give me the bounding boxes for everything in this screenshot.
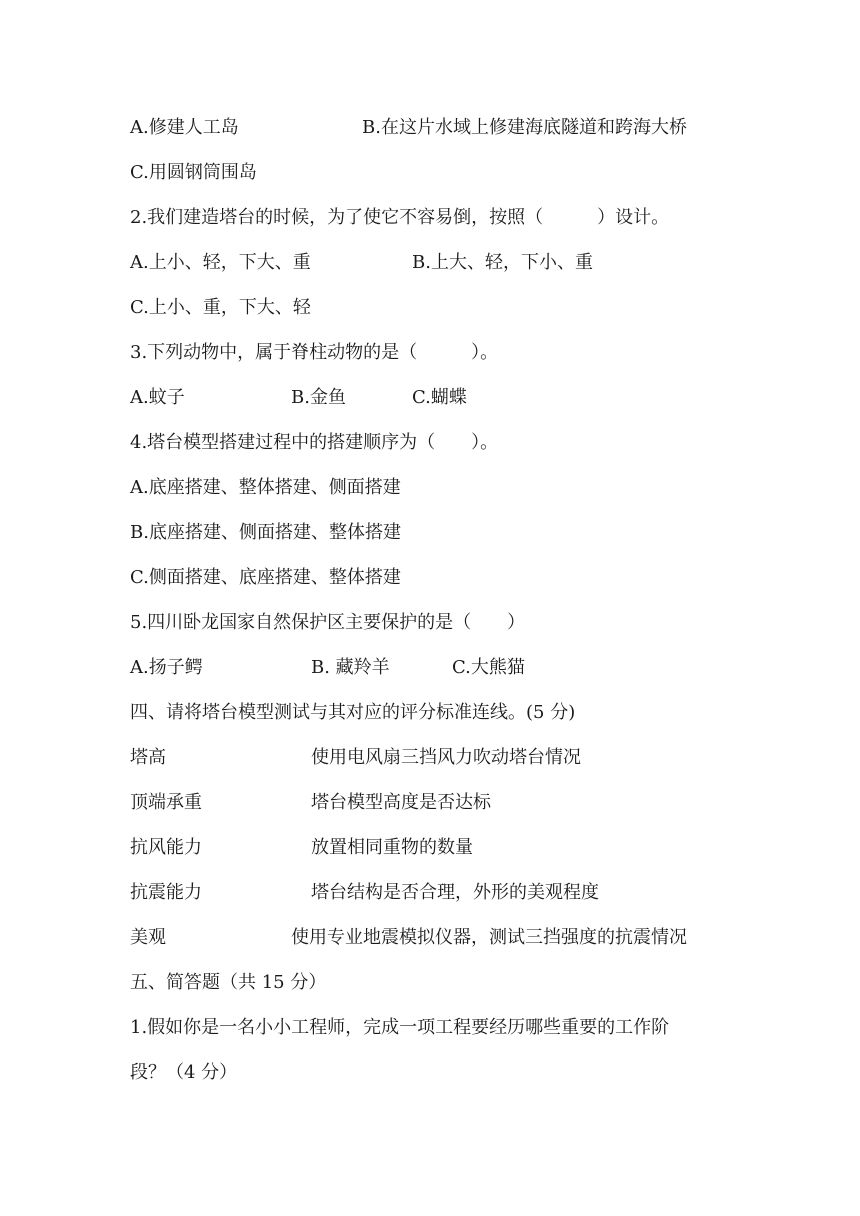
q4-option-a: A.底座搭建、整体搭建、侧面搭建: [130, 477, 401, 498]
match-left-item: 塔高: [130, 747, 166, 768]
match-left-item: 美观: [130, 927, 166, 948]
q2-option-a: A.上小、轻，下大、重: [130, 252, 311, 273]
q3-option-c: C.蝴蝶: [412, 387, 467, 408]
q2-option-c: C.上小、重，下大、轻: [130, 297, 311, 318]
q2-stem: 2.我们建造塔台的时候，为了使它不容易倒，按照（ ）设计。: [130, 207, 670, 228]
q4-option-b: B.底座搭建、侧面搭建、整体搭建: [130, 522, 401, 543]
short-answer-q1-line2: 段？（4 分）: [130, 1062, 238, 1083]
q4-stem: 4.塔台模型搭建过程中的搭建顺序为（ ）。: [130, 432, 499, 453]
q2-option-b: B.上大、轻，下小、重: [412, 252, 593, 273]
match-left-item: 顶端承重: [130, 792, 202, 813]
match-right-item: 使用电风扇三挡风力吹动塔台情况: [311, 747, 581, 768]
q5-option-b: B. 藏羚羊: [311, 657, 390, 678]
match-right-item: 放置相同重物的数量: [311, 837, 473, 858]
section4-title: 四、请将塔台模型测试与其对应的评分标准连线。(5 分): [130, 702, 576, 723]
q1-option-c: C.用圆钢筒围岛: [130, 162, 257, 183]
q1-option-b: B.在这片水域上修建海底隧道和跨海大桥: [362, 117, 687, 138]
match-right-item: 使用专业地震模拟仪器，测试三挡强度的抗震情况: [291, 927, 687, 948]
match-right-item: 塔台结构是否合理，外形的美观程度: [311, 882, 599, 903]
q5-option-a: A.扬子鳄: [130, 657, 203, 678]
match-right-item: 塔台模型高度是否达标: [311, 792, 491, 813]
match-left-item: 抗风能力: [130, 837, 202, 858]
q5-option-c: C.大熊猫: [452, 657, 525, 678]
q4-option-c: C.侧面搭建、底座搭建、整体搭建: [130, 567, 401, 588]
q3-option-b: B.金鱼: [291, 387, 346, 408]
match-left-item: 抗震能力: [130, 882, 202, 903]
q3-stem: 3.下列动物中，属于脊柱动物的是（ ）。: [130, 342, 499, 363]
q1-option-a: A.修建人工岛: [130, 117, 239, 138]
short-answer-q1-line1: 1.假如你是一名小小工程师，完成一项工程要经历哪些重要的工作阶: [130, 1017, 670, 1038]
section5-title: 五、简答题（共 15 分）: [130, 972, 327, 993]
q5-stem: 5.四川卧龙国家自然保护区主要保护的是（ ）: [130, 612, 526, 633]
q3-option-a: A.蚊子: [130, 387, 185, 408]
